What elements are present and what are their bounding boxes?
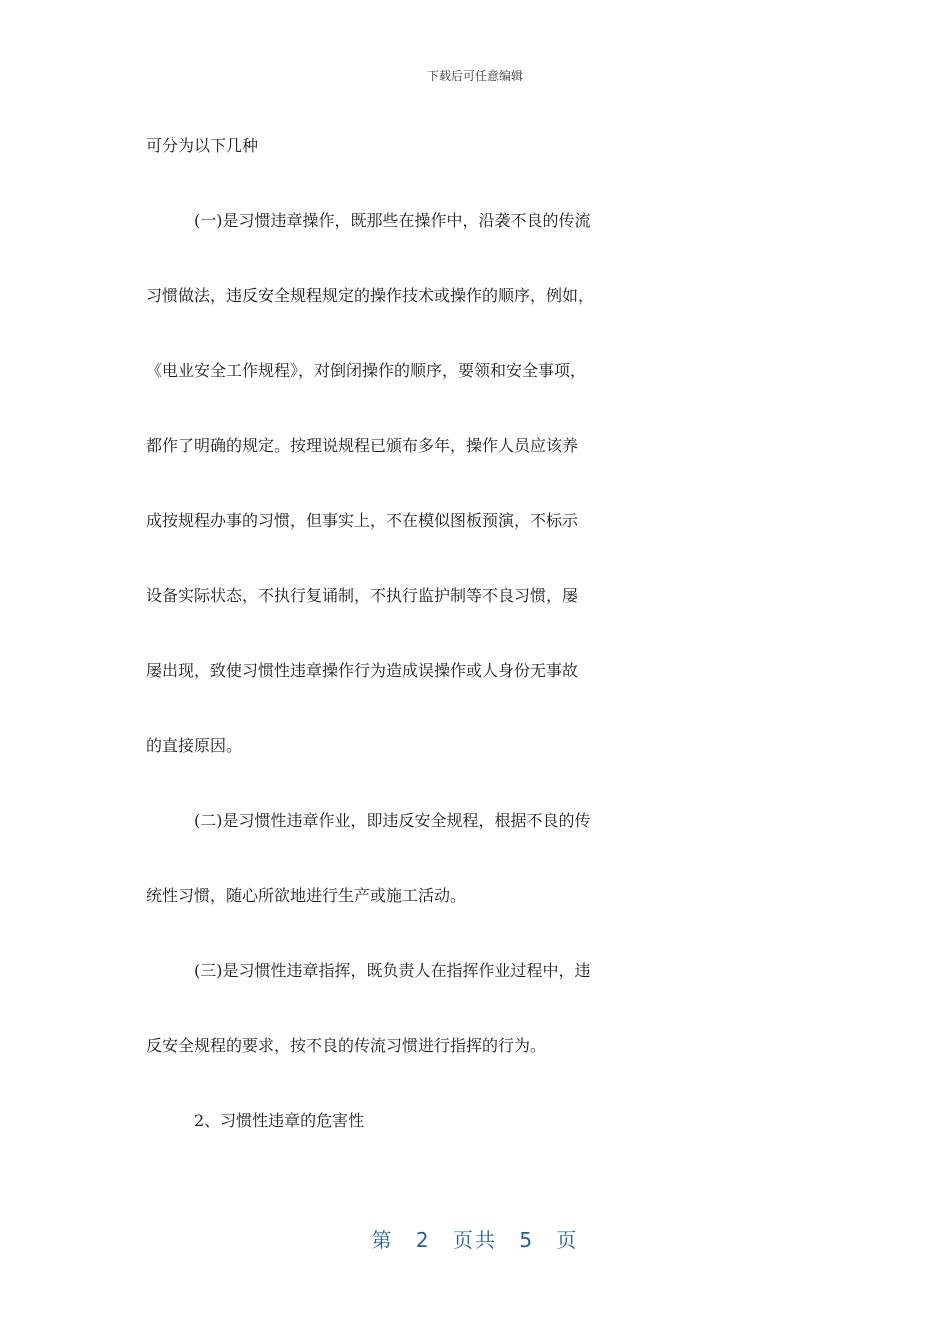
- text-line: 的直接原因。: [146, 736, 243, 755]
- text-line: 都作了明确的规定。按理说规程已颁布多年，操作人员应该养: [146, 436, 579, 455]
- text-line: (一)是习惯违章操作，既那些在操作中，沿袭不良的传流: [194, 211, 591, 230]
- text-line: (三)是习惯性违章指挥，既负责人在指挥作业过程中，违: [194, 961, 591, 980]
- text-line: 成按规程办事的习惯，但事实上，不在模似图板预演，不标示: [146, 511, 579, 530]
- text-line: 设备实际状态，不执行复诵制，不执行监护制等不良习惯，屡: [146, 586, 579, 605]
- header-note: 下载后可任意编辑: [426, 69, 523, 83]
- section-heading: 2、习惯性违章的危害性: [194, 1111, 365, 1130]
- text-line: 可分为以下几种: [146, 136, 259, 155]
- text-line: 屡出现，致使习惯性违章操作行为造成误操作或人身份无事故: [146, 661, 579, 680]
- text-line: 《电业安全工作规程》，对倒闭操作的顺序，要领和安全事项，: [146, 361, 587, 380]
- text-line: (二)是习惯性违章作业，即违反安全规程，根据不良的传: [194, 811, 591, 830]
- document-body: [146, 121, 806, 1171]
- text-line: 统性习惯，随心所欲地进行生产或施工活动。: [146, 886, 467, 905]
- text-line: 习惯做法，违反安全规程规定的操作技术或操作的顺序，例如，: [146, 286, 595, 305]
- text-line: 反安全规程的要求，按不良的传流习惯进行指挥的行为。: [146, 1036, 547, 1055]
- page-number-footer: 第 2 页共 5 页: [371, 1228, 579, 1252]
